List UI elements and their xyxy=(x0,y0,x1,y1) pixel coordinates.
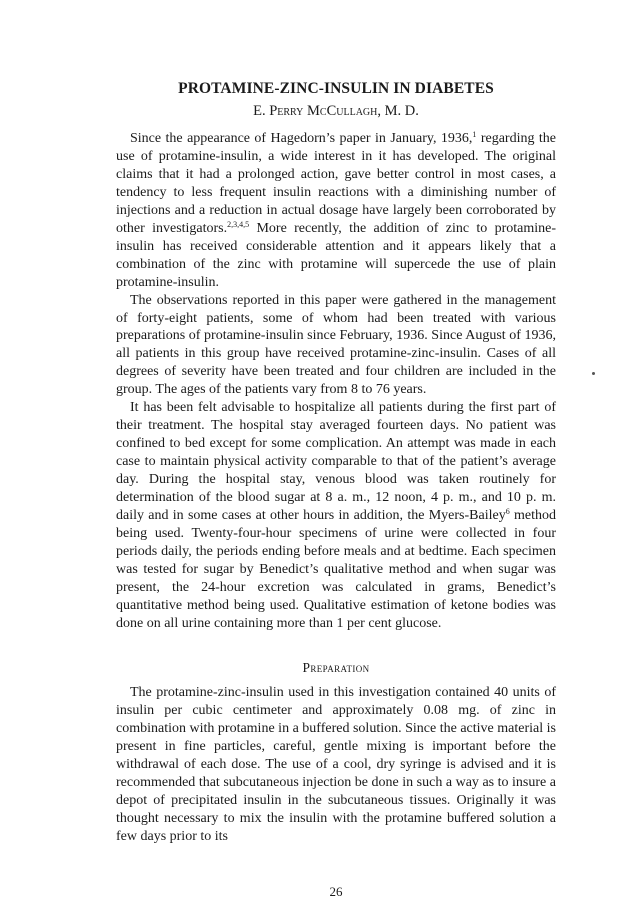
citation-superscript: 6 xyxy=(505,507,510,517)
page-number: 26 xyxy=(329,884,343,899)
author-line xyxy=(116,103,556,120)
article-title: PROTAMINE-ZINC-INSULIN IN DIABETES xyxy=(178,80,494,97)
paragraph xyxy=(116,684,556,846)
paragraph xyxy=(116,292,556,400)
margin-mark xyxy=(592,372,595,375)
author-suffix: , M. D. xyxy=(377,103,419,119)
text-run: Since the appearance of Hagedorn’s paper in January, 1936, xyxy=(130,131,473,146)
text-run: The protamine-zinc-insulin used in this investigation contained 40 units of insulin per cubic centimeter and approximately 0.08 mg. of zinc in combination with protamine in a buffered solution. Since the active material is present in fine particles, careful, gentle mixing is important before the withdrawal of each dose. The use of a cool, dry syringe is advised and it is recommended that subcutaneous injection be done in such a way as to insure a depot of precipitated insulin in the subcutaneous tissues. Originally it was thought necessary to mix the insulin with the protamine buffered solution a few days prior to its xyxy=(116,685,556,844)
author-prefix: E. xyxy=(253,103,270,119)
section-heading: Preparation xyxy=(302,660,370,675)
journal-page xyxy=(116,0,556,903)
citation-superscript: 2,3,4,5 xyxy=(227,219,250,229)
section-body xyxy=(116,684,556,846)
paragraph xyxy=(116,399,556,632)
text-run: method being used. Twenty-four-hour specimens of urine were collected in four periods daily, the periods ending before meals and at bedtime. Each specimen was tested for sugar by Benedict’s qualitative method and when sugar was present, the 24-hour excretion was calculated in grams, Benedict’s quantitative method being used. Qualitative estimation of ketone bodies was done on all urine containing more than 1 per cent glucose. xyxy=(116,508,556,631)
article-body xyxy=(116,130,556,633)
citation-superscript: 1 xyxy=(472,130,477,139)
paragraph xyxy=(116,130,556,292)
author-name: Perry McCullagh xyxy=(269,103,378,119)
text-run: The observations reported in this paper were gathered in the management of forty-eight patients, some of whom had been treated with various preparations of protamine-insulin since February, 1936. Since August of 1936, all patients in this group have received protamine-zinc-insulin. Cases of all degrees of severity have been treated and four children are included in the group. The ages of the patients vary from 8 to 76 years. xyxy=(116,292,556,398)
text-run: regarding the use of protamine-insulin, a wide interest in it has developed. The original claims that it had a prolonged action, gave better control in most cases, a tendency to less frequent insulin reactions with a diminishing number of injections and a reduction in actual dosage have largely been corroborated by other investigators. xyxy=(116,131,556,236)
text-run: More recently, the addition of zinc to protamine-insulin has received considerable attention and it appears likely that a combination of the zinc with protamine will supercede the use of plain protamine-insulin. xyxy=(116,220,556,290)
text-run: It has been felt advisable to hospitalize all patients during the first part of their treatment. The hospital stay averaged fourteen days. No patient was confined to bed except for some complication. An attempt was made in each case to maintain physical activity comparable to that of the patient’s average day. During the hospital stay, venous blood was taken routinely for determination of the blood sugar at 8 a. m., 12 noon, 4 p. m., and 10 p. m. daily and in some cases at other hours in addition, the Myers-Bailey xyxy=(116,400,556,524)
